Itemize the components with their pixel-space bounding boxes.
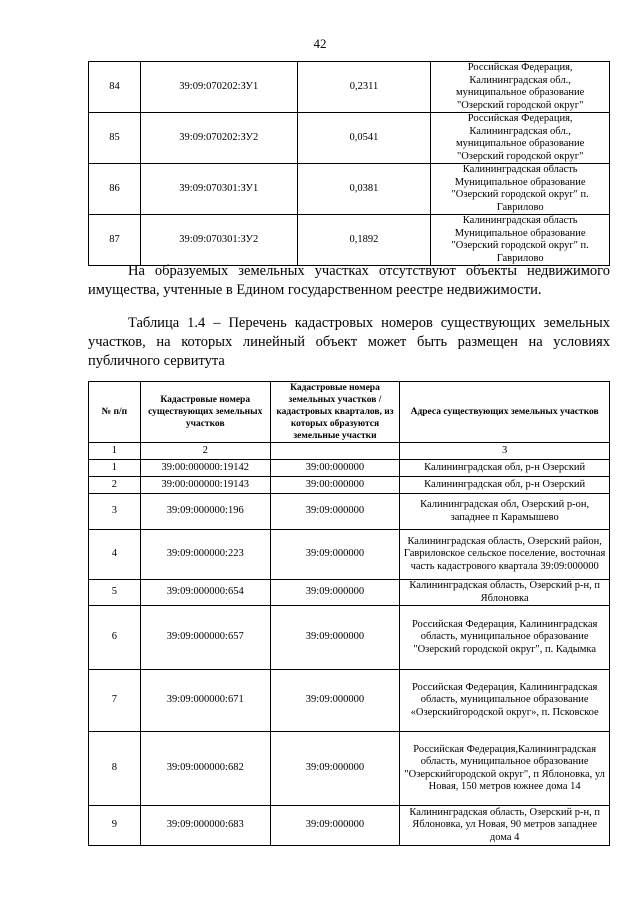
table-row bbox=[89, 477, 610, 494]
row-number: 3 bbox=[89, 494, 141, 530]
address-cell: Российская Федерация, Калининградская область, муниципальное образование "Озерский городской округ", п. Кадымка bbox=[400, 606, 610, 670]
index-cell: 3 bbox=[400, 443, 610, 460]
table-caption: Таблица 1.4 – Перечень кадастровых номеров существующих земельных участков, на которых линейный объект может быть размещен на условиях публичного сервитута bbox=[88, 315, 610, 369]
row-number: 8 bbox=[89, 732, 141, 806]
cadastral-number: 39:09:070301:ЗУ1 bbox=[140, 164, 297, 215]
index-cell bbox=[270, 443, 400, 460]
cadastral-number: 39:09:000000:654 bbox=[140, 580, 270, 606]
cadastral-number: 39:09:000000:196 bbox=[140, 494, 270, 530]
index-cell: 1 bbox=[89, 443, 141, 460]
area-value: 0,1892 bbox=[297, 215, 431, 266]
quarter-number: 39:09:000000 bbox=[270, 670, 400, 732]
table-row bbox=[89, 732, 610, 806]
quarter-number: 39:09:000000 bbox=[270, 580, 400, 606]
quarter-number: 39:09:000000 bbox=[270, 806, 400, 846]
area-value: 0,0541 bbox=[297, 113, 431, 164]
header-quarter: Кадастровые номера земельных участков / кадастровых кварталов, из которых образуются земельные участки bbox=[270, 382, 400, 443]
area-value: 0,0381 bbox=[297, 164, 431, 215]
row-number: 4 bbox=[89, 530, 141, 580]
quarter-number: 39:09:000000 bbox=[270, 606, 400, 670]
quarter-number: 39:09:000000 bbox=[270, 494, 400, 530]
table-row bbox=[89, 460, 610, 477]
cadastral-number: 39:00:000000:19142 bbox=[140, 460, 270, 477]
cadastral-number: 39:00:000000:19143 bbox=[140, 477, 270, 494]
row-number: 84 bbox=[89, 62, 141, 113]
table-row bbox=[89, 530, 610, 580]
address-cell: Калининградская область Муниципальное образование "Озерский городской округ" п. Гаврилово bbox=[431, 164, 610, 215]
table-row bbox=[89, 670, 610, 732]
cadastral-number: 39:09:000000:671 bbox=[140, 670, 270, 732]
cadastral-number: 39:09:070301:ЗУ2 bbox=[140, 215, 297, 266]
header-row bbox=[89, 382, 610, 443]
cadastral-number: 39:09:000000:683 bbox=[140, 806, 270, 846]
address-cell: Российская Федерация,Калининградская область, муниципальное образование "Озерскийгородской округ", п Яблоновка, ул Новая, 150 метров южнее дома 14 bbox=[400, 732, 610, 806]
address-cell: Калининградская область Муниципальное образование "Озерский городской округ" п. Гаврилово bbox=[431, 215, 610, 266]
index-cell: 2 bbox=[140, 443, 270, 460]
top-table bbox=[88, 61, 610, 266]
paragraph-no-real-estate: На образуемых земельных участках отсутствуют объекты недвижимого имущества, учтенные в Едином государственном реестре недвижимости. bbox=[88, 263, 610, 298]
address-cell: Российская Федерация, Калининградская обл., муниципальное образование "Озерский городской округ" bbox=[431, 113, 610, 164]
row-number: 87 bbox=[89, 215, 141, 266]
row-number: 7 bbox=[89, 670, 141, 732]
page-number: 42 bbox=[313, 36, 327, 51]
row-number: 1 bbox=[89, 460, 141, 477]
address-cell: Калининградская обл, Озерский р-он, западнее п Карамышево bbox=[400, 494, 610, 530]
address-cell: Калининградская область, Озерский р-н, п Яблоновка bbox=[400, 580, 610, 606]
table-row bbox=[89, 606, 610, 670]
address-cell: Российская Федерация, Калининградская обл., муниципальное образование "Озерский городской округ" bbox=[431, 62, 610, 113]
cadastral-number: 39:09:070202:ЗУ1 bbox=[140, 62, 297, 113]
row-number: 85 bbox=[89, 113, 141, 164]
row-number: 2 bbox=[89, 477, 141, 494]
header-address: Адреса существующих земельных участков bbox=[400, 382, 610, 443]
row-number: 6 bbox=[89, 606, 141, 670]
address-cell: Калининградская область, Озерский район, Гавриловское сельское поселение, восточная часть кадастрового квартала 39:09:000000 bbox=[400, 530, 610, 580]
header-cadastral: Кадастровые номера существующих земельных участков bbox=[140, 382, 270, 443]
table-row bbox=[89, 580, 610, 606]
index-row bbox=[89, 443, 610, 460]
quarter-number: 39:09:000000 bbox=[270, 530, 400, 580]
table-row bbox=[89, 494, 610, 530]
main-table bbox=[88, 381, 610, 846]
table-row bbox=[89, 215, 610, 266]
table-row bbox=[89, 62, 610, 113]
table-row bbox=[89, 164, 610, 215]
header-num: № п/п bbox=[89, 382, 141, 443]
quarter-number: 39:00:000000 bbox=[270, 477, 400, 494]
area-value: 0,2311 bbox=[297, 62, 431, 113]
row-number: 5 bbox=[89, 580, 141, 606]
address-cell: Российская Федерация, Калининградская область, муниципальное образование «Озерскийгородской округ», п. Псковское bbox=[400, 670, 610, 732]
cadastral-number: 39:09:000000:682 bbox=[140, 732, 270, 806]
address-cell: Калининградская обл, р-н Озерский bbox=[400, 477, 610, 494]
address-cell: Калининградская обл, р-н Озерский bbox=[400, 460, 610, 477]
cadastral-number: 39:09:070202:ЗУ2 bbox=[140, 113, 297, 164]
address-cell: Калининградская область, Озерский р-н, п Яблоновка, ул Новая, 90 метров западнее дома 4 bbox=[400, 806, 610, 846]
quarter-number: 39:00:000000 bbox=[270, 460, 400, 477]
row-number: 86 bbox=[89, 164, 141, 215]
table-row bbox=[89, 806, 610, 846]
quarter-number: 39:09:000000 bbox=[270, 732, 400, 806]
row-number: 9 bbox=[89, 806, 141, 846]
table-row bbox=[89, 113, 610, 164]
cadastral-number: 39:09:000000:657 bbox=[140, 606, 270, 670]
cadastral-number: 39:09:000000:223 bbox=[140, 530, 270, 580]
